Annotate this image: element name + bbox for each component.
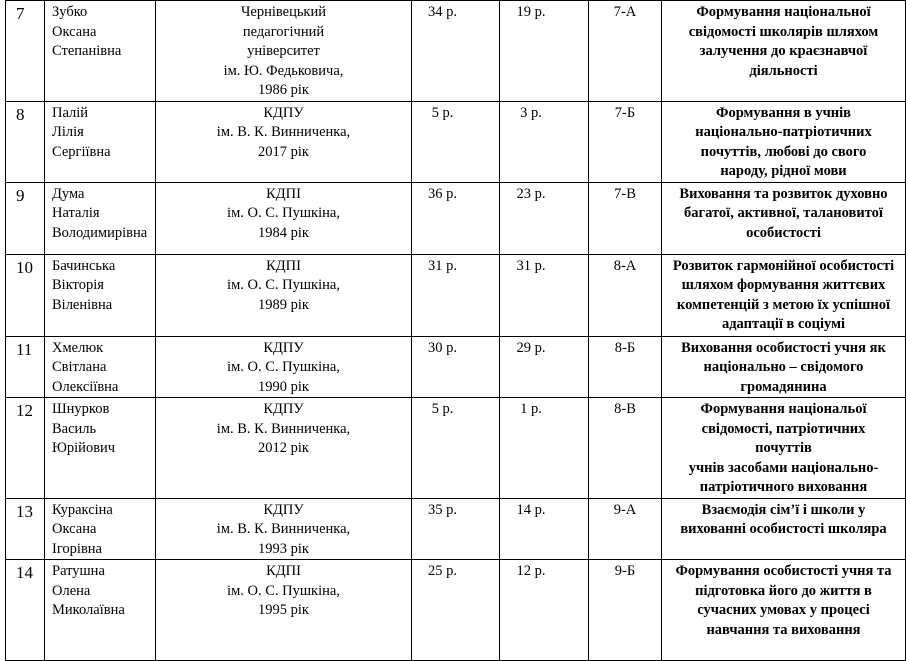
teacher-name-line: Ігорівна [52, 540, 102, 557]
methodical-topic [662, 398, 906, 499]
education-line: Чернівецький [240, 4, 327, 20]
methodical-topic-line: учнів засобами національно- [688, 459, 879, 476]
teacher-name-line: Віленівна [52, 296, 113, 313]
methodical-topic-line: підготовка його до життя в [695, 582, 872, 599]
methodical-topic-line: свідомості школярів шляхом [688, 23, 879, 40]
education [156, 498, 412, 560]
row-number: 14 [6, 560, 45, 661]
class-name: 7-Б [589, 101, 662, 182]
teacher-name-line: Олексіївна [52, 378, 119, 395]
education-line: КДПУ [263, 501, 304, 518]
methodical-topic-line: Формування національної [696, 4, 871, 20]
education-line: КДПІ [266, 185, 301, 202]
methodical-topic-line: багатої, активної, талановитої [684, 205, 883, 221]
class-name: 7-В [589, 182, 662, 254]
methodical-topic [662, 1, 906, 102]
teacher-name [45, 254, 156, 336]
methodical-topic-line: Формування національої [700, 401, 867, 417]
teacher-name-line: Зубко [52, 4, 88, 20]
teacher-name-line: Олена [52, 582, 91, 599]
education-line: університет [247, 43, 320, 59]
row-number: 11 [6, 336, 45, 398]
methodical-topic-line: особистості [746, 224, 821, 241]
teacher-name-line: Світлана [52, 359, 107, 375]
methodical-topic-line: сучасних умовах у процесі [697, 602, 870, 618]
methodical-topic [662, 101, 906, 182]
total-experience: 35 р. [412, 498, 500, 560]
teacher-name [45, 1, 156, 102]
education [156, 1, 412, 102]
education-line: 1990 рік [258, 378, 309, 395]
row-number: 10 [6, 254, 45, 336]
education-line: ім. О. С. Пушкіна, [227, 359, 340, 375]
teacher-name-line: Ратушна [52, 563, 105, 579]
total-experience: 5 р. [412, 398, 500, 499]
teacher-name-line: Юрійович [52, 440, 116, 456]
education-line: 1989 рік [258, 296, 309, 313]
table-row [6, 336, 906, 398]
education-line: 1995 рік [258, 602, 309, 618]
methodical-topic-line: адаптації в соціумі [721, 316, 846, 332]
teacher-name-line: Палій [52, 104, 89, 121]
methodical-topic [662, 560, 906, 661]
methodical-topic-line: почуттів, любові до свого [700, 143, 867, 160]
education-line: 1984 рік [258, 224, 309, 241]
class-name: 8-А [589, 254, 662, 336]
teaching-experience: 1 р. [500, 398, 589, 499]
methodical-topic-line: навчання та виховання [706, 621, 861, 638]
education-line: ім. О. С. Пушкіна, [227, 582, 340, 599]
table-row [6, 254, 906, 336]
teaching-experience: 12 р. [500, 560, 589, 661]
education-line: 1986 рік [258, 82, 309, 98]
education-line: КДПУ [263, 401, 304, 417]
education-line: 2012 рік [258, 440, 309, 456]
teacher-name-line: Шнурков [52, 401, 110, 417]
methodical-topic-line: шляхом формування життєвих [681, 277, 886, 293]
teacher-name-line: Володимирівна [52, 224, 148, 241]
teacher-name [45, 498, 156, 560]
teaching-experience: 3 р. [500, 101, 589, 182]
education-line: КДПУ [263, 104, 304, 121]
table-row [6, 101, 906, 182]
education [156, 560, 412, 661]
methodical-topic-line: Формування в учнів [715, 104, 852, 121]
teacher-name-line: Вікторія [52, 277, 104, 293]
teaching-experience: 19 р. [500, 1, 589, 102]
methodical-topic-line: залучення до краєзнавчої [699, 43, 868, 59]
education-line: ім. О. С. Пушкіна, [227, 205, 340, 221]
table-body [6, 1, 906, 661]
class-name: 9-А [589, 498, 662, 560]
total-experience: 36 р. [412, 182, 500, 254]
teacher-name-line: Степанівна [52, 43, 122, 59]
table-row [6, 398, 906, 499]
education-line: ім. В. К. Винниченка, [216, 420, 351, 437]
teacher-name-line: Оксана [52, 521, 97, 537]
teachers-table [5, 0, 906, 661]
education-line: КДПІ [266, 563, 301, 579]
total-experience: 34 р. [412, 1, 500, 102]
table-row [6, 498, 906, 560]
teacher-name [45, 101, 156, 182]
methodical-topic [662, 498, 906, 560]
teacher-name-line: Дума [52, 185, 85, 202]
table-row [6, 182, 906, 254]
total-experience: 5 р. [412, 101, 500, 182]
methodical-topic-line: свідомості, патріотичних почуттів [701, 420, 866, 456]
teaching-experience: 31 р. [500, 254, 589, 336]
teacher-name-line: Миколаївна [52, 602, 125, 618]
methodical-topic [662, 336, 906, 398]
education-line: 1993 рік [258, 540, 309, 557]
methodical-topic-line: національно – свідомого [703, 359, 864, 375]
methodical-topic-line: громадянина [740, 378, 827, 395]
methodical-topic-line: компетенцій з метою їх успішної [676, 296, 891, 313]
education-line: педагогічний [242, 23, 325, 40]
methodical-topic-line: патріотичного виховання [699, 479, 868, 495]
education [156, 336, 412, 398]
table-row [6, 560, 906, 661]
teaching-experience: 14 р. [500, 498, 589, 560]
education-line: КДПІ [266, 257, 301, 274]
methodical-topic-line: Виховання та розвиток духовно [679, 185, 888, 202]
row-number: 12 [6, 398, 45, 499]
teacher-name-line: Хмелюк [52, 339, 104, 356]
class-name: 8-Б [589, 336, 662, 398]
class-name: 7-А [589, 1, 662, 102]
education [156, 182, 412, 254]
teaching-experience: 23 р. [500, 182, 589, 254]
total-experience: 31 р. [412, 254, 500, 336]
teaching-experience: 29 р. [500, 336, 589, 398]
total-experience: 25 р. [412, 560, 500, 661]
methodical-topic-line: національно-патріотичних [695, 124, 872, 140]
teacher-name [45, 398, 156, 499]
class-name: 8-В [589, 398, 662, 499]
row-number: 13 [6, 498, 45, 560]
teacher-name-line: Кураксіна [52, 501, 113, 518]
education [156, 101, 412, 182]
row-number: 7 [6, 1, 45, 102]
table-row [6, 1, 906, 102]
row-number: 9 [6, 182, 45, 254]
total-experience: 30 р. [412, 336, 500, 398]
methodical-topic-line: Формування особистості учня та [675, 563, 892, 579]
teacher-name [45, 182, 156, 254]
methodical-topic-line: діяльності [749, 62, 818, 79]
teacher-name-line: Сергіївна [52, 143, 111, 160]
class-name: 9-Б [589, 560, 662, 661]
teacher-name [45, 560, 156, 661]
education-line: ім. В. К. Винниченка, [216, 124, 351, 140]
education-line: ім. О. С. Пушкіна, [227, 277, 340, 293]
methodical-topic-line: Розвиток гармонійної особистості [672, 257, 895, 274]
education-line: КДПУ [263, 339, 304, 356]
teacher-name-line: Бачинська [52, 257, 116, 274]
methodical-topic [662, 182, 906, 254]
methodical-topic-line: вихованні особистості школяра [680, 521, 887, 537]
education-line: 2017 рік [258, 143, 309, 160]
teacher-name-line: Оксана [52, 23, 97, 40]
methodical-topic [662, 254, 906, 336]
methodical-topic-line: Виховання особистості учня як [681, 339, 886, 356]
row-number: 8 [6, 101, 45, 182]
methodical-topic-line: Взаємодія сім’ї і школи у [701, 501, 866, 518]
teacher-name-line: Наталія [52, 205, 100, 221]
education [156, 254, 412, 336]
teacher-name-line: Лілія [52, 124, 84, 140]
teacher-name-line: Василь [52, 420, 97, 437]
education-line: ім. В. К. Винниченка, [216, 521, 351, 537]
education [156, 398, 412, 499]
education-line: ім. Ю. Федьковича, [223, 62, 344, 79]
methodical-topic-line: народу, рідної мови [720, 163, 847, 179]
teacher-name [45, 336, 156, 398]
